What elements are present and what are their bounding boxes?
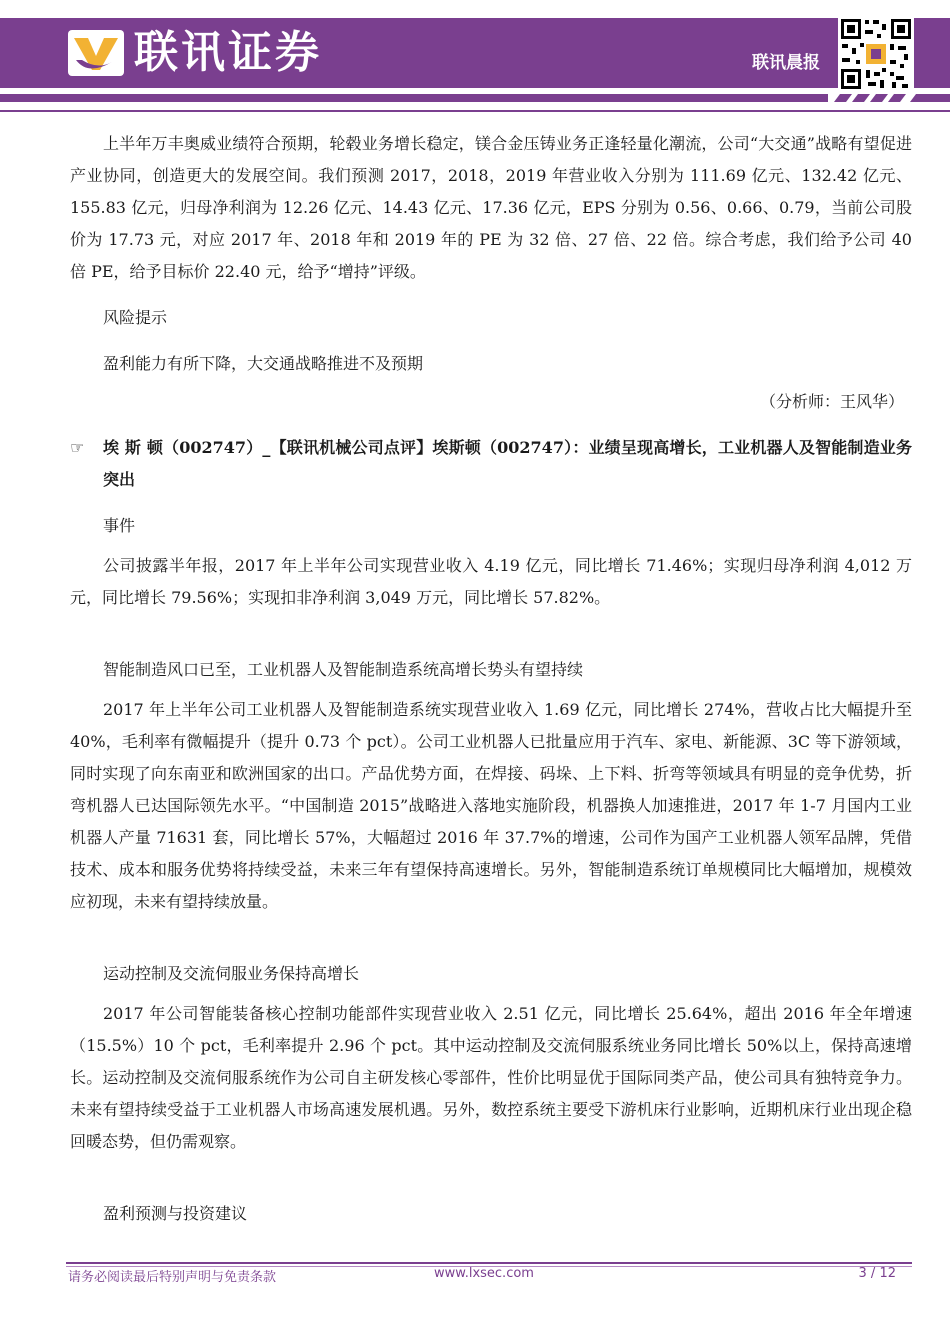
header-stripes xyxy=(0,92,950,104)
header-rule xyxy=(0,110,950,112)
report-body xyxy=(70,128,912,1230)
report-name: 联讯晨报 xyxy=(752,53,820,73)
report-item-title-text: 埃 斯 顿（002747）_【联讯机械公司点评】埃斯顿（002747）：业绩呈现高增长，工业机器人及智能制造业务突出 xyxy=(103,438,912,489)
investment-summary-paragraph: 上半年万丰奥威业绩符合预期，轮毂业务增长稳定，镁合金压铸业务正逢轻量化潮流，公司“大交通”战略有望促进产业协同，创造更大的发展空间。我们预测 2017，2018，2019 年营业收入分别为 111.69 亿元、132.42 亿元、155.83 亿元，归母净利润为 12.26 亿元、14.43 亿元、17.36 亿元，EPS 分别为 0.56、0.66、0.79，当前公司股价为 17.73 元，对应 2017 年、2018 年和 2019 年的 PE 为 32 倍、27 倍、22 倍。综合考虑，我们给予公司 40 倍 PE，给予目标价 22.40 元，给予“增持”评级。 xyxy=(70,134,912,281)
brand-logo-icon xyxy=(68,30,124,76)
pointing-hand-icon: ☞ xyxy=(70,438,85,457)
report-item-title xyxy=(70,432,912,496)
page-footer xyxy=(66,1266,912,1286)
section3-heading: 盈利预测与投资建议 xyxy=(103,1204,248,1223)
section1-heading: 智能制造风口已至，工业机器人及智能制造系统高增长势头有望持续 xyxy=(103,660,584,679)
footer-website: www.lxsec.com xyxy=(434,1266,534,1281)
event-heading: 事件 xyxy=(103,516,136,535)
section2-heading: 运动控制及交流伺服业务保持高增长 xyxy=(103,964,360,983)
report-header xyxy=(0,18,950,88)
risk-text: 盈利能力有所下降，大交通战略推进不及预期 xyxy=(103,354,424,373)
page-number: 3 / 12 xyxy=(858,1266,896,1281)
footer-disclaimer: 请务必阅读最后特别声明与免责条款 xyxy=(68,1270,277,1285)
qr-code-icon xyxy=(838,16,914,92)
risk-heading: 风险提示 xyxy=(103,308,168,327)
footer-rule xyxy=(66,1262,912,1264)
brand-name: 联讯证券 xyxy=(134,27,322,78)
event-text: 公司披露半年报，2017 年上半年公司实现营业收入 4.19 亿元，同比增长 71.46%；实现归母净利润 4,012 万元，同比增长 79.56%；实现扣非净利润 3,049 万元，同比增长 57.82%。 xyxy=(70,556,912,607)
analyst-credit: （分析师：王风华） xyxy=(759,392,904,411)
section2-text: 2017 年公司智能装备核心控制功能部件实现营业收入 2.51 亿元，同比增长 25.64%，超出 2016 年全年增速（15.5%）10 个 pct，毛利率提升 2.96 个 pct。其中运动控制及交流伺服系统业务同比增长 50%以上，保持高速增长。运动控制及交流伺服系统作为公司自主研发核心零部件，性价比明显优于国际同类产品，使公司具有独特竞争力。未来有望持续受益于工业机器人市场高速发展机遇。另外，数控系统主要受下游机床行业影响，近期机床行业出现企稳回暖态势，但仍需观察。 xyxy=(70,1004,912,1151)
section1-text: 2017 年上半年公司工业机器人及智能制造系统实现营业收入 1.69 亿元，同比增长 274%，营收占比大幅提升至 40%，毛利率有微幅提升（提升 0.73 个 pct）。公司工业机器人已批量应用于汽车、家电、新能源、3C 等下游领域，同时实现了向东南亚和欧洲国家的出口。产品优势方面，在焊接、码垛、上下料、折弯等领域具有明显的竞争优势，折弯机器人已达国际领先水平。“中国制造 2015”战略进入落地实施阶段，机器换人加速推进，2017 年 1-7 月国内工业机器人产量 71631 套，同比增长 57%，大幅超过 2016 年 37.7%的增速，公司作为国产工业机器人领军品牌，凭借技术、成本和服务优势将持续受益，未来三年有望保持高速增长。另外，智能制造系统订单规模同比大幅增加，规模效应初现，未来有望持续放量。 xyxy=(70,700,912,911)
